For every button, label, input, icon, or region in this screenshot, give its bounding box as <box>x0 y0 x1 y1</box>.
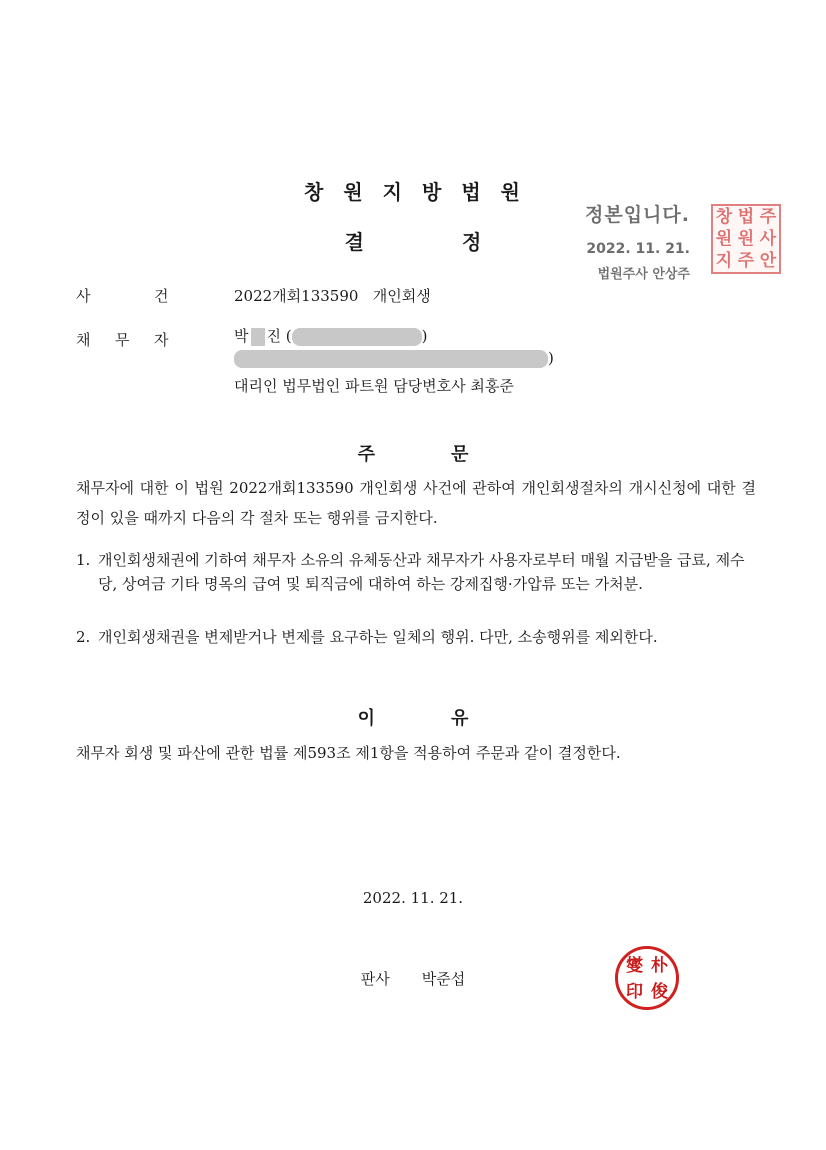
close-paren: ) <box>421 327 428 345</box>
document-title-char: 정 <box>462 230 482 254</box>
stamp-char: 창 <box>715 207 733 227</box>
court-name-char: 지 <box>382 180 404 204</box>
debtor-agent: 대리인 법무법인 파트원 담당변호사 최홍준 <box>234 377 514 395</box>
order-intro: 채무자에 대한 이 법원 2022개회133590 개인회생 사건에 관하여 개인회생절차의 개시신청에 대한 결정이 있을 때까지 다음의 각 절차 또는 행위를 금지한다. <box>76 479 756 527</box>
debtor-name-first: 박 <box>234 327 249 345</box>
judge-seal-icon <box>615 946 679 1010</box>
stamp-char: 원 <box>715 229 733 249</box>
list-text: 개인회생채권을 변제받거나 변제를 요구하는 일체의 행위. 다만, 소송행위를 제외한다. <box>98 628 658 646</box>
judge-signature <box>0 968 826 989</box>
list-text: 개인회생채권에 기하여 채무자 소유의 유체동산과 채무자가 사용자로부터 매월 지급받을 급료, 제수당, 상여금 기타 명목의 급여 및 퇴직금에 대하여 하는 강제집행·가압류 또는 가처분. <box>98 551 745 593</box>
seal-char: 印 <box>626 982 643 1002</box>
order-heading <box>0 440 826 466</box>
court-name-char: 창 <box>304 180 326 204</box>
case-label <box>76 285 169 306</box>
decision-date: 2022. 11. 21. <box>362 889 464 907</box>
debtor-name <box>234 326 428 346</box>
open-paren: ( <box>285 327 292 345</box>
redaction-block <box>251 328 265 346</box>
stamp-char: 원 <box>737 229 755 249</box>
seal-char: 俊 <box>651 982 668 1002</box>
seal-char: 朴 <box>651 956 668 976</box>
debtor-address <box>234 348 554 368</box>
certified-copy-clerk: 법원주사 안상주 <box>597 267 690 282</box>
debtor-label-char: 자 <box>154 331 169 349</box>
court-name-char: 방 <box>422 180 444 204</box>
certified-copy-notice <box>566 200 690 282</box>
stamp-char: 주 <box>759 207 777 227</box>
case-label-char: 사 <box>76 287 91 305</box>
stamp-char: 법 <box>737 207 755 227</box>
stamp-char: 지 <box>715 251 733 271</box>
case-value: 2022개회133590 개인회생 <box>234 287 431 305</box>
close-paren: ) <box>548 349 554 367</box>
court-name-char: 원 <box>500 180 522 204</box>
redaction-block <box>292 328 422 346</box>
judge-title: 판사 <box>360 970 390 988</box>
seal-char: 燮 <box>626 956 643 976</box>
order-item-1 <box>76 548 748 596</box>
case-label-char: 건 <box>154 287 169 305</box>
court-name-char: 법 <box>461 180 483 204</box>
document-title <box>0 226 826 255</box>
certified-copy-date: 2022. 11. 21. <box>586 241 690 257</box>
reason-heading-char: 이 <box>357 708 375 729</box>
reason-heading-char: 유 <box>451 708 469 729</box>
order-heading-char: 주 <box>357 444 375 465</box>
list-number: 1. <box>76 551 91 569</box>
debtor-name-last: 진 <box>266 327 281 345</box>
redaction-block <box>234 350 548 368</box>
court-name-char: 원 <box>343 180 365 204</box>
debtor-label-char: 무 <box>115 331 130 349</box>
stamp-char: 안 <box>759 251 777 271</box>
judge-name: 박준섭 <box>421 970 466 988</box>
order-heading-char: 문 <box>451 444 469 465</box>
debtor-label-char: 채 <box>76 331 91 349</box>
stamp-char: 주 <box>737 251 755 271</box>
debtor-label <box>76 329 193 350</box>
order-item-2 <box>76 625 748 649</box>
reason-heading <box>0 704 826 730</box>
certified-copy-label: 정본입니다. <box>585 204 690 226</box>
stamp-char: 사 <box>759 229 777 249</box>
clerk-stamp-icon <box>711 204 781 274</box>
list-number: 2. <box>76 628 91 646</box>
reason-text: 채무자 회생 및 파산에 관한 법률 제593조 제1항을 적용하여 주문과 같이 결정한다. <box>76 744 621 762</box>
document-title-char: 결 <box>344 230 364 254</box>
court-name <box>0 176 826 205</box>
